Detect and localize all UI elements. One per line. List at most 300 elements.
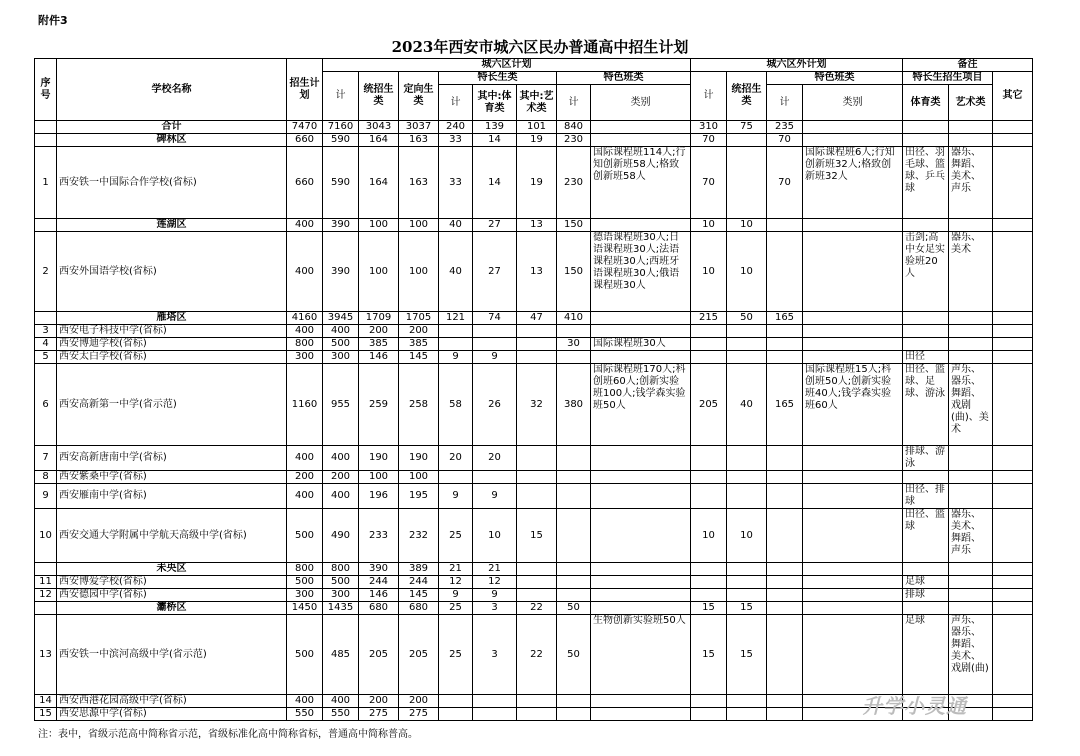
row-cell	[767, 615, 803, 695]
row-cell	[903, 121, 949, 134]
row-cell: 100	[359, 219, 399, 232]
row-cell: 1160	[287, 364, 323, 446]
row-cell	[591, 695, 691, 708]
row-cell: 7160	[323, 121, 359, 134]
row-cell: 40	[439, 219, 473, 232]
row-cell	[557, 576, 591, 589]
row-seq	[35, 134, 57, 147]
row-cell	[767, 471, 803, 484]
row-cell	[557, 471, 591, 484]
row-cell: 14	[473, 147, 517, 219]
row-cell: 165	[767, 364, 803, 446]
row-cell: 27	[473, 232, 517, 312]
row-cell	[767, 325, 803, 338]
row-cell: 器乐、美术	[949, 232, 993, 312]
row-cell: 15	[727, 602, 767, 615]
row-cell: 200	[359, 695, 399, 708]
row-cell	[517, 589, 557, 602]
row-cell: 生物创新实验班50人	[591, 615, 691, 695]
row-seq: 4	[35, 338, 57, 351]
row-cell: 15	[691, 602, 727, 615]
row-cell: 205	[359, 615, 399, 695]
row-cell: 1450	[287, 602, 323, 615]
district-row	[35, 134, 1033, 147]
row-cell	[473, 708, 517, 721]
row-seq: 13	[35, 615, 57, 695]
row-cell: 12	[439, 576, 473, 589]
row-cell: 150	[557, 219, 591, 232]
row-cell	[803, 471, 903, 484]
row-cell: 10	[727, 509, 767, 563]
row-cell	[803, 615, 903, 695]
row-cell: 13	[517, 232, 557, 312]
row-cell: 205	[691, 364, 727, 446]
row-cell	[803, 121, 903, 134]
row-label: 西安雁南中学(省标)	[57, 484, 287, 509]
row-cell	[903, 312, 949, 325]
row-cell: 550	[323, 708, 359, 721]
row-cell	[949, 602, 993, 615]
row-cell: 400	[287, 219, 323, 232]
row-cell	[591, 446, 691, 471]
row-cell	[949, 446, 993, 471]
row-cell: 15	[517, 509, 557, 563]
row-cell	[803, 589, 903, 602]
row-cell: 310	[691, 121, 727, 134]
header-out-tongzhao: 统招生类	[727, 72, 767, 121]
row-cell	[691, 338, 727, 351]
header-out-ji: 计	[691, 72, 727, 121]
row-cell	[591, 134, 691, 147]
row-cell	[727, 134, 767, 147]
row-cell	[767, 695, 803, 708]
row-cell	[993, 446, 1033, 471]
row-label: 莲湖区	[57, 219, 287, 232]
school-row	[35, 325, 1033, 338]
row-cell	[803, 484, 903, 509]
row-label: 未央区	[57, 563, 287, 576]
header-out-plan: 城六区外计划	[691, 59, 903, 72]
page-title: 2023年西安市城六区民办普通高中招生计划	[391, 38, 689, 56]
row-cell: 385	[359, 338, 399, 351]
row-cell	[993, 325, 1033, 338]
row-cell: 400	[323, 484, 359, 509]
school-row	[35, 446, 1033, 471]
row-cell	[803, 325, 903, 338]
row-cell: 390	[359, 563, 399, 576]
row-cell: 164	[359, 147, 399, 219]
row-seq	[35, 312, 57, 325]
row-cell: 田径、篮球	[903, 509, 949, 563]
row-cell	[803, 509, 903, 563]
row-cell: 190	[359, 446, 399, 471]
row-cell: 20	[473, 446, 517, 471]
row-cell: 50	[557, 615, 591, 695]
row-cell	[803, 232, 903, 312]
row-cell	[557, 351, 591, 364]
table-body	[35, 121, 1033, 721]
row-cell	[727, 484, 767, 509]
row-cell	[949, 134, 993, 147]
row-cell	[517, 695, 557, 708]
row-label: 碑林区	[57, 134, 287, 147]
row-label: 西安铁一中国际合作学校(省标)	[57, 147, 287, 219]
row-cell: 400	[287, 325, 323, 338]
row-cell	[557, 695, 591, 708]
row-cell: 955	[323, 364, 359, 446]
row-cell: 9	[439, 589, 473, 602]
row-cell	[591, 589, 691, 602]
school-row	[35, 338, 1033, 351]
row-label: 合计	[57, 121, 287, 134]
row-cell	[691, 325, 727, 338]
row-cell: 10	[727, 232, 767, 312]
header-out-tese-ji: 计	[767, 85, 803, 121]
row-cell: 器乐、舞蹈、美术、声乐	[949, 147, 993, 219]
header-out-tese: 特色班类	[767, 72, 903, 85]
row-cell: 500	[287, 509, 323, 563]
row-cell: 100	[359, 471, 399, 484]
row-cell: 550	[287, 708, 323, 721]
row-cell	[517, 446, 557, 471]
row-cell	[993, 695, 1033, 708]
row-cell: 163	[399, 147, 439, 219]
footnote: 注：表中，省级示范高中简称省示范，省级标准化高中简称省标，普通高中简称普高。	[38, 729, 418, 740]
row-cell: 164	[359, 134, 399, 147]
row-cell	[949, 121, 993, 134]
row-label: 西安紫桑中学(省标)	[57, 471, 287, 484]
row-cell: 275	[399, 708, 439, 721]
row-label: 西安高新第一中学(省示范)	[57, 364, 287, 446]
attachment-label: 附件3	[38, 14, 68, 27]
row-cell	[949, 219, 993, 232]
row-cell	[691, 484, 727, 509]
row-cell	[767, 219, 803, 232]
row-cell	[803, 351, 903, 364]
school-row	[35, 147, 1033, 219]
row-cell: 70	[691, 134, 727, 147]
row-cell: 40	[727, 364, 767, 446]
row-seq: 1	[35, 147, 57, 219]
row-cell: 58	[439, 364, 473, 446]
row-cell: 50	[727, 312, 767, 325]
row-cell: 14	[473, 134, 517, 147]
row-cell: 声乐、器乐、舞蹈、戏剧(曲)、美术	[949, 364, 993, 446]
row-cell: 400	[287, 695, 323, 708]
row-cell: 国际课程班15人;科创班50人;创新实验班40人;钱学森实验班60人	[803, 364, 903, 446]
row-cell: 100	[399, 232, 439, 312]
row-cell: 165	[767, 312, 803, 325]
row-cell: 390	[323, 219, 359, 232]
row-cell	[727, 325, 767, 338]
header-sports: 体育类	[903, 85, 949, 121]
row-cell: 660	[287, 147, 323, 219]
row-cell	[439, 471, 473, 484]
header-out-tese-category: 类别	[803, 85, 903, 121]
header-arts-sub: 其中:艺术类	[517, 85, 557, 121]
row-cell	[803, 312, 903, 325]
row-cell: 233	[359, 509, 399, 563]
row-cell	[993, 134, 1033, 147]
row-cell: 230	[557, 147, 591, 219]
row-cell	[903, 471, 949, 484]
row-cell: 230	[557, 134, 591, 147]
row-cell	[767, 338, 803, 351]
row-cell	[591, 121, 691, 134]
row-cell: 232	[399, 509, 439, 563]
row-cell: 4160	[287, 312, 323, 325]
row-cell: 840	[557, 121, 591, 134]
row-cell: 10	[691, 219, 727, 232]
header-sports-sub: 其中:体育类	[473, 85, 517, 121]
row-cell	[691, 446, 727, 471]
row-cell: 163	[399, 134, 439, 147]
row-cell	[949, 325, 993, 338]
row-cell: 300	[287, 351, 323, 364]
row-cell	[517, 351, 557, 364]
row-cell: 10	[691, 509, 727, 563]
row-cell	[727, 338, 767, 351]
row-cell: 400	[287, 232, 323, 312]
row-cell: 100	[399, 219, 439, 232]
row-cell: 10	[691, 232, 727, 312]
row-cell	[727, 695, 767, 708]
row-cell	[993, 708, 1033, 721]
district-row	[35, 563, 1033, 576]
row-cell	[993, 602, 1033, 615]
row-cell	[439, 695, 473, 708]
row-cell	[517, 338, 557, 351]
row-cell: 15	[727, 615, 767, 695]
row-cell: 190	[399, 446, 439, 471]
school-row	[35, 484, 1033, 509]
row-cell: 75	[727, 121, 767, 134]
row-cell	[517, 484, 557, 509]
row-cell: 196	[359, 484, 399, 509]
row-cell	[949, 312, 993, 325]
row-cell	[903, 219, 949, 232]
row-label: 西安德园中学(省标)	[57, 589, 287, 602]
row-cell	[439, 708, 473, 721]
row-cell	[691, 471, 727, 484]
row-seq: 2	[35, 232, 57, 312]
row-cell	[993, 147, 1033, 219]
row-seq	[35, 563, 57, 576]
row-seq: 5	[35, 351, 57, 364]
row-seq	[35, 602, 57, 615]
row-cell: 47	[517, 312, 557, 325]
row-cell	[591, 325, 691, 338]
row-cell	[993, 615, 1033, 695]
row-cell	[473, 695, 517, 708]
row-cell	[993, 121, 1033, 134]
row-cell	[691, 695, 727, 708]
row-cell: 国际课程班170人;科创班60人;创新实验班100人;钱学森实验班50人	[591, 364, 691, 446]
row-cell: 200	[359, 325, 399, 338]
row-seq: 3	[35, 325, 57, 338]
school-row	[35, 364, 1033, 446]
row-cell: 10	[473, 509, 517, 563]
header-tongzhao: 统招生类	[359, 72, 399, 121]
row-cell: 1705	[399, 312, 439, 325]
header-techang-ji: 计	[439, 85, 473, 121]
row-seq: 8	[35, 471, 57, 484]
row-label: 西安外国语学校(省标)	[57, 232, 287, 312]
row-cell	[949, 471, 993, 484]
row-cell: 485	[323, 615, 359, 695]
row-cell	[557, 509, 591, 563]
row-cell: 田径、排球	[903, 484, 949, 509]
row-cell	[517, 471, 557, 484]
row-cell	[591, 563, 691, 576]
row-label: 西安思源中学(省标)	[57, 708, 287, 721]
row-cell: 3945	[323, 312, 359, 325]
row-cell	[517, 708, 557, 721]
row-cell: 390	[323, 232, 359, 312]
row-cell	[591, 576, 691, 589]
row-cell	[949, 576, 993, 589]
row-cell: 3037	[399, 121, 439, 134]
row-cell: 25	[439, 615, 473, 695]
district-row	[35, 219, 1033, 232]
row-cell: 9	[473, 589, 517, 602]
row-cell: 足球	[903, 615, 949, 695]
row-cell	[591, 351, 691, 364]
row-cell: 国际课程班114人;行知创新班58人;格致创新班58人	[591, 147, 691, 219]
row-cell: 235	[767, 121, 803, 134]
row-cell: 9	[473, 351, 517, 364]
row-cell	[949, 338, 993, 351]
row-label: 西安西港花园高级中学(省标)	[57, 695, 287, 708]
row-cell: 400	[287, 446, 323, 471]
row-cell: 19	[517, 134, 557, 147]
row-cell	[557, 325, 591, 338]
row-label: 西安博爱学校(省标)	[57, 576, 287, 589]
row-cell	[473, 338, 517, 351]
row-cell	[803, 576, 903, 589]
row-label: 西安高新唐南中学(省标)	[57, 446, 287, 471]
row-cell	[557, 563, 591, 576]
row-cell	[803, 602, 903, 615]
row-cell	[993, 563, 1033, 576]
row-cell	[803, 446, 903, 471]
row-cell	[767, 589, 803, 602]
row-cell: 13	[517, 219, 557, 232]
row-cell: 声乐、器乐、舞蹈、美术、戏剧(曲)	[949, 615, 993, 695]
row-cell: 244	[359, 576, 399, 589]
row-cell: 100	[399, 471, 439, 484]
row-cell: 33	[439, 147, 473, 219]
row-cell: 800	[287, 563, 323, 576]
row-label: 西安太白学校(省标)	[57, 351, 287, 364]
header-tc-items: 特长生招生项目	[903, 72, 993, 85]
row-cell: 70	[767, 134, 803, 147]
row-cell: 26	[473, 364, 517, 446]
row-cell: 195	[399, 484, 439, 509]
row-cell	[993, 509, 1033, 563]
header-arts: 艺术类	[949, 85, 993, 121]
row-cell: 300	[323, 589, 359, 602]
row-cell: 400	[323, 446, 359, 471]
row-cell: 田径、篮球、足球、游泳	[903, 364, 949, 446]
row-cell: 田径	[903, 351, 949, 364]
row-cell	[557, 589, 591, 602]
row-label: 雁塔区	[57, 312, 287, 325]
row-cell: 9	[473, 484, 517, 509]
row-cell: 70	[691, 147, 727, 219]
school-row	[35, 576, 1033, 589]
row-cell: 259	[359, 364, 399, 446]
row-cell	[439, 325, 473, 338]
row-cell	[767, 563, 803, 576]
row-cell: 680	[399, 602, 439, 615]
row-cell: 389	[399, 563, 439, 576]
row-cell: 500	[287, 576, 323, 589]
row-cell	[591, 509, 691, 563]
header-tese-category: 类别	[591, 85, 691, 121]
row-seq: 10	[35, 509, 57, 563]
row-cell	[903, 602, 949, 615]
row-cell	[727, 563, 767, 576]
row-cell: 240	[439, 121, 473, 134]
row-cell: 21	[439, 563, 473, 576]
row-seq	[35, 219, 57, 232]
row-cell: 7470	[287, 121, 323, 134]
row-cell	[691, 563, 727, 576]
row-cell: 25	[439, 509, 473, 563]
row-cell: 12	[473, 576, 517, 589]
row-cell	[727, 708, 767, 721]
row-seq: 7	[35, 446, 57, 471]
row-cell: 400	[287, 484, 323, 509]
row-cell	[727, 147, 767, 219]
row-cell: 足球	[903, 576, 949, 589]
row-cell: 74	[473, 312, 517, 325]
row-cell: 国际课程班6人;行知创新班32人;格致创新班32人	[803, 147, 903, 219]
row-cell: 146	[359, 589, 399, 602]
row-cell: 击剑;高中女足实验班20人	[903, 232, 949, 312]
row-cell: 660	[287, 134, 323, 147]
row-cell: 1435	[323, 602, 359, 615]
row-cell	[903, 325, 949, 338]
row-cell: 380	[557, 364, 591, 446]
row-cell: 50	[557, 602, 591, 615]
row-cell: 25	[439, 602, 473, 615]
row-cell: 258	[399, 364, 439, 446]
row-cell	[727, 471, 767, 484]
header-remarks: 备注	[903, 59, 1033, 72]
row-label: 灞桥区	[57, 602, 287, 615]
district-row	[35, 312, 1033, 325]
row-seq	[35, 121, 57, 134]
row-cell: 32	[517, 364, 557, 446]
row-cell: 10	[727, 219, 767, 232]
row-cell: 385	[399, 338, 439, 351]
row-cell: 22	[517, 615, 557, 695]
row-cell: 德语课程班30人;日语课程班30人;法语课程班30人;西班牙语课程班30人;俄语课程班30人	[591, 232, 691, 312]
row-cell: 145	[399, 351, 439, 364]
row-cell	[767, 602, 803, 615]
row-cell: 300	[287, 589, 323, 602]
row-cell: 400	[323, 695, 359, 708]
row-seq: 6	[35, 364, 57, 446]
row-cell: 139	[473, 121, 517, 134]
district-row	[35, 602, 1033, 615]
row-cell	[803, 338, 903, 351]
enrollment-table	[34, 58, 1033, 721]
row-cell	[767, 576, 803, 589]
row-cell: 300	[323, 351, 359, 364]
